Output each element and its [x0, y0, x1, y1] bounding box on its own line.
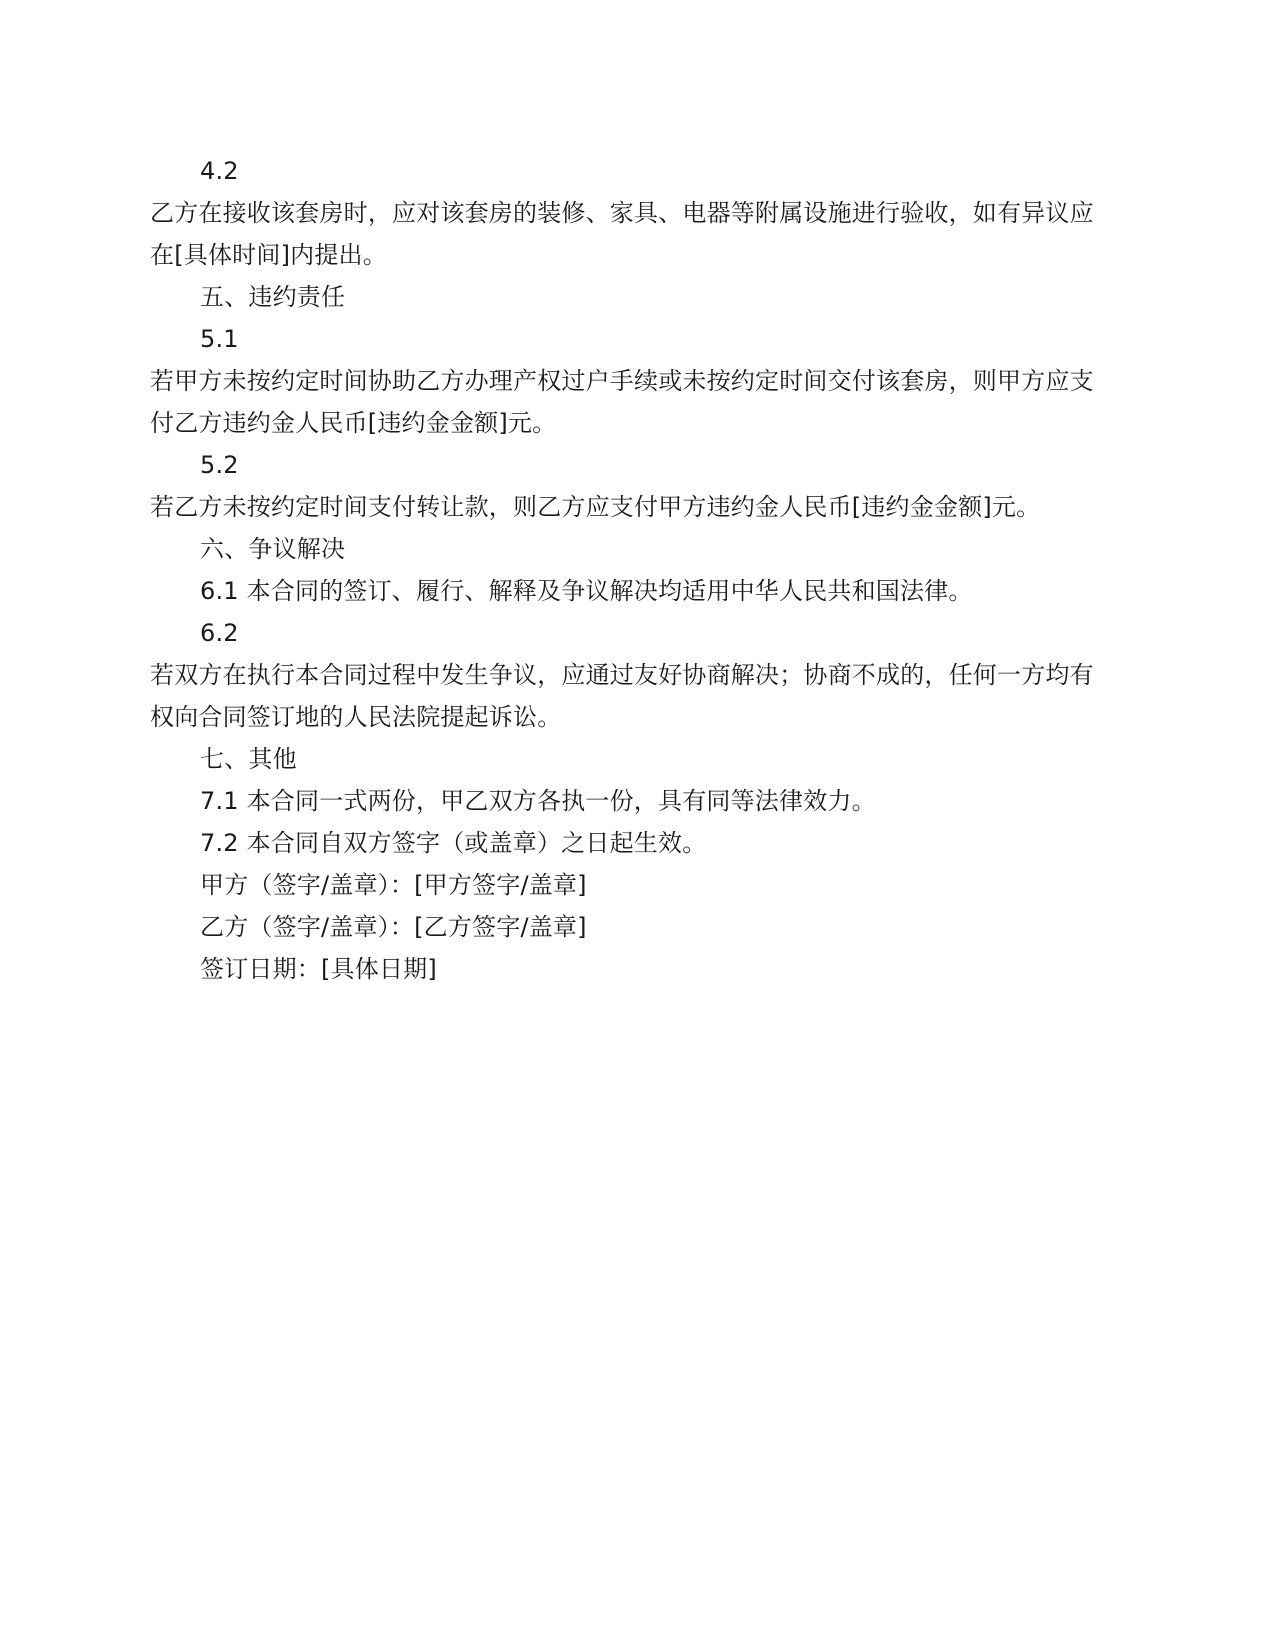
clause-7-1: 7.1 本合同一式两份，甲乙双方各执一份，具有同等法律效力。 [200, 787, 876, 815]
clause-6-1: 6.1 本合同的签订、履行、解释及争议解决均适用中华人民共和国法律。 [200, 577, 973, 605]
section-heading-breach: 五、违约责任 [200, 283, 346, 311]
section-heading-other: 七、其他 [200, 745, 297, 773]
clause-5-1-text-line-1: 若甲方未按约定时间协助乙方办理产权过户手续或未按约定时间交付该套房，则甲方应支 [150, 367, 1094, 395]
clause-number-5-1: 5.1 [200, 325, 239, 353]
clause-5-1-text-line-2: 付乙方违约金人民币[违约金金额]元。 [150, 409, 557, 437]
signing-date: 签订日期：[具体日期] [200, 955, 437, 983]
party-b-signature: 乙方（签字/盖章）：[乙方签字/盖章] [200, 913, 587, 941]
clause-6-2-text-line-1: 若双方在执行本合同过程中发生争议，应通过友好协商解决；协商不成的，任何一方均有 [150, 661, 1094, 689]
clause-number-6-2: 6.2 [200, 619, 239, 647]
clause-number-5-2: 5.2 [200, 451, 239, 479]
section-heading-dispute: 六、争议解决 [200, 535, 346, 563]
document-body [150, 150, 1130, 990]
clause-5-2-text: 若乙方未按约定时间支付转让款，则乙方应支付甲方违约金人民币[违约金金额]元。 [150, 493, 1041, 521]
party-a-signature: 甲方（签字/盖章）：[甲方签字/盖章] [200, 871, 587, 899]
clause-7-2: 7.2 本合同自双方签字（或盖章）之日起生效。 [200, 829, 707, 857]
clause-4-2-text-line-2: 在[具体时间]内提出。 [150, 241, 387, 269]
clause-4-2-text-line-1: 乙方在接收该套房时，应对该套房的装修、家具、电器等附属设施进行验收，如有异议应 [150, 199, 1094, 227]
clause-6-2-text-line-2: 权向合同签订地的人民法院提起诉讼。 [150, 703, 562, 731]
clause-number-4-2: 4.2 [200, 157, 239, 185]
